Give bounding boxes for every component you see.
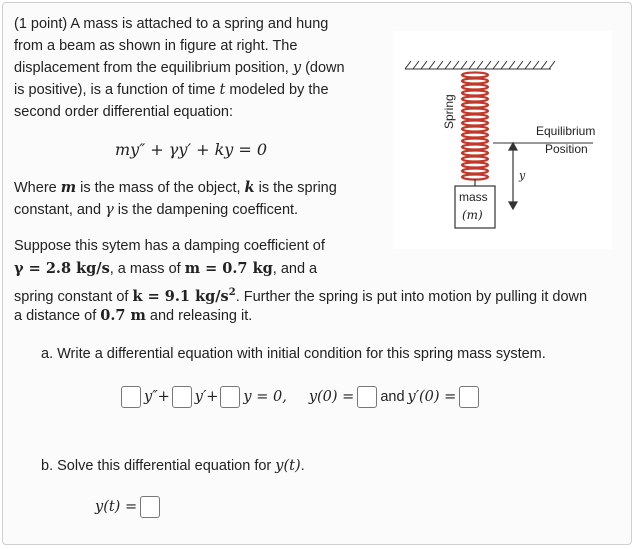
spring-coil-icon — [462, 73, 488, 180]
problem-card — [2, 2, 632, 545]
spring-constant-exponent: 2 — [228, 287, 236, 298]
where-line-1 — [14, 177, 337, 199]
var-k: k — [244, 179, 255, 196]
intro-line-3 — [14, 57, 345, 79]
suppose-line-1: Suppose this sytem has a damping coefficient of — [14, 238, 325, 254]
var-y-of-t: y(t) — [275, 458, 301, 474]
suppose-text: , a mass of — [109, 261, 185, 277]
var-t: t — [219, 82, 226, 98]
intro-text: displacement from the equilibrium position, — [14, 60, 293, 76]
coefficient-y-prime-input[interactable] — [172, 386, 192, 408]
part-b-answer-row — [95, 494, 160, 520]
initial-position-input[interactable] — [357, 386, 377, 408]
solution-input[interactable] — [140, 496, 160, 518]
suppose-text: , and a — [272, 261, 318, 277]
var-m: m — [60, 179, 77, 196]
part-a-answer-row — [121, 384, 479, 410]
mass-variable-label: (m) — [462, 208, 483, 222]
initial-velocity-input[interactable] — [459, 386, 479, 408]
y-label: y — [519, 169, 526, 182]
initial-position-label: y(0) = — [308, 389, 355, 405]
position-label: Position — [545, 142, 588, 156]
suppose-text: spring constant of — [14, 288, 133, 305]
intro-line-4 — [14, 79, 329, 101]
term-y-equals-zero: y = 0, — [243, 389, 287, 405]
intro-line-2: from a beam as shown in figure at right. The — [14, 38, 298, 54]
part-b-text: b. Solve this differential equation for — [41, 458, 276, 474]
gamma-value: γ = 2.8 kg/s — [14, 260, 110, 277]
coefficient-y-input[interactable] — [220, 386, 240, 408]
coefficient-y-double-prime-input[interactable] — [121, 386, 141, 408]
var-y: y — [292, 60, 302, 76]
where-text: Where — [14, 180, 61, 196]
spring-mass-figure — [393, 31, 612, 249]
intro-line-1: (1 point) A mass is attached to a spring and hung — [14, 16, 329, 32]
spring-constant-value: k = 9.1 kg/s — [132, 287, 229, 305]
suppose-line-2 — [14, 258, 317, 280]
intro-text: modeled by the — [225, 82, 329, 98]
intro-line-5: second order differential equation: — [14, 104, 233, 120]
differential-equation: my″ + γy′ + ky = 0 — [115, 140, 268, 159]
suppose-text: a distance of — [14, 308, 101, 324]
where-text: is the mass of the object, — [76, 180, 245, 196]
displacement-arrow-icon — [509, 143, 517, 209]
spring-label: Spring — [442, 94, 456, 129]
suppose-text: and releasing it. — [145, 308, 253, 324]
equilibrium-label: Equilibrium — [536, 124, 596, 138]
where-text: is the spring — [254, 180, 337, 196]
part-a-prompt: a. Write a differential equation with initial condition for this spring mass system. — [41, 346, 546, 362]
intro-text: (down — [301, 60, 345, 76]
where-text: is the dampening coefficent. — [113, 202, 299, 218]
mass-label: mass — [459, 190, 488, 204]
intro-text: is positive), is a function of time — [14, 82, 220, 98]
solution-label: y(t) = — [95, 499, 138, 515]
mass-value: m = 0.7 kg — [184, 260, 273, 277]
and-text: and — [380, 389, 405, 405]
part-b-text: . — [300, 458, 305, 474]
spring-diagram — [393, 31, 612, 249]
where-line-2 — [14, 199, 298, 221]
beam-hatching-icon — [405, 61, 555, 69]
distance-value: 0.7 m — [100, 307, 146, 324]
where-text: constant, and — [14, 202, 106, 218]
suppose-line-3 — [14, 282, 587, 308]
initial-velocity-label: y′(0) = — [407, 389, 457, 405]
term-y-prime: y′+ — [194, 389, 219, 405]
var-gamma: γ — [105, 202, 114, 218]
suppose-text: . Further the spring is put into motion by pulling it down — [235, 288, 588, 305]
part-b-prompt — [41, 455, 305, 477]
suppose-line-4 — [14, 305, 252, 327]
term-y-double-prime: y″+ — [144, 389, 170, 405]
